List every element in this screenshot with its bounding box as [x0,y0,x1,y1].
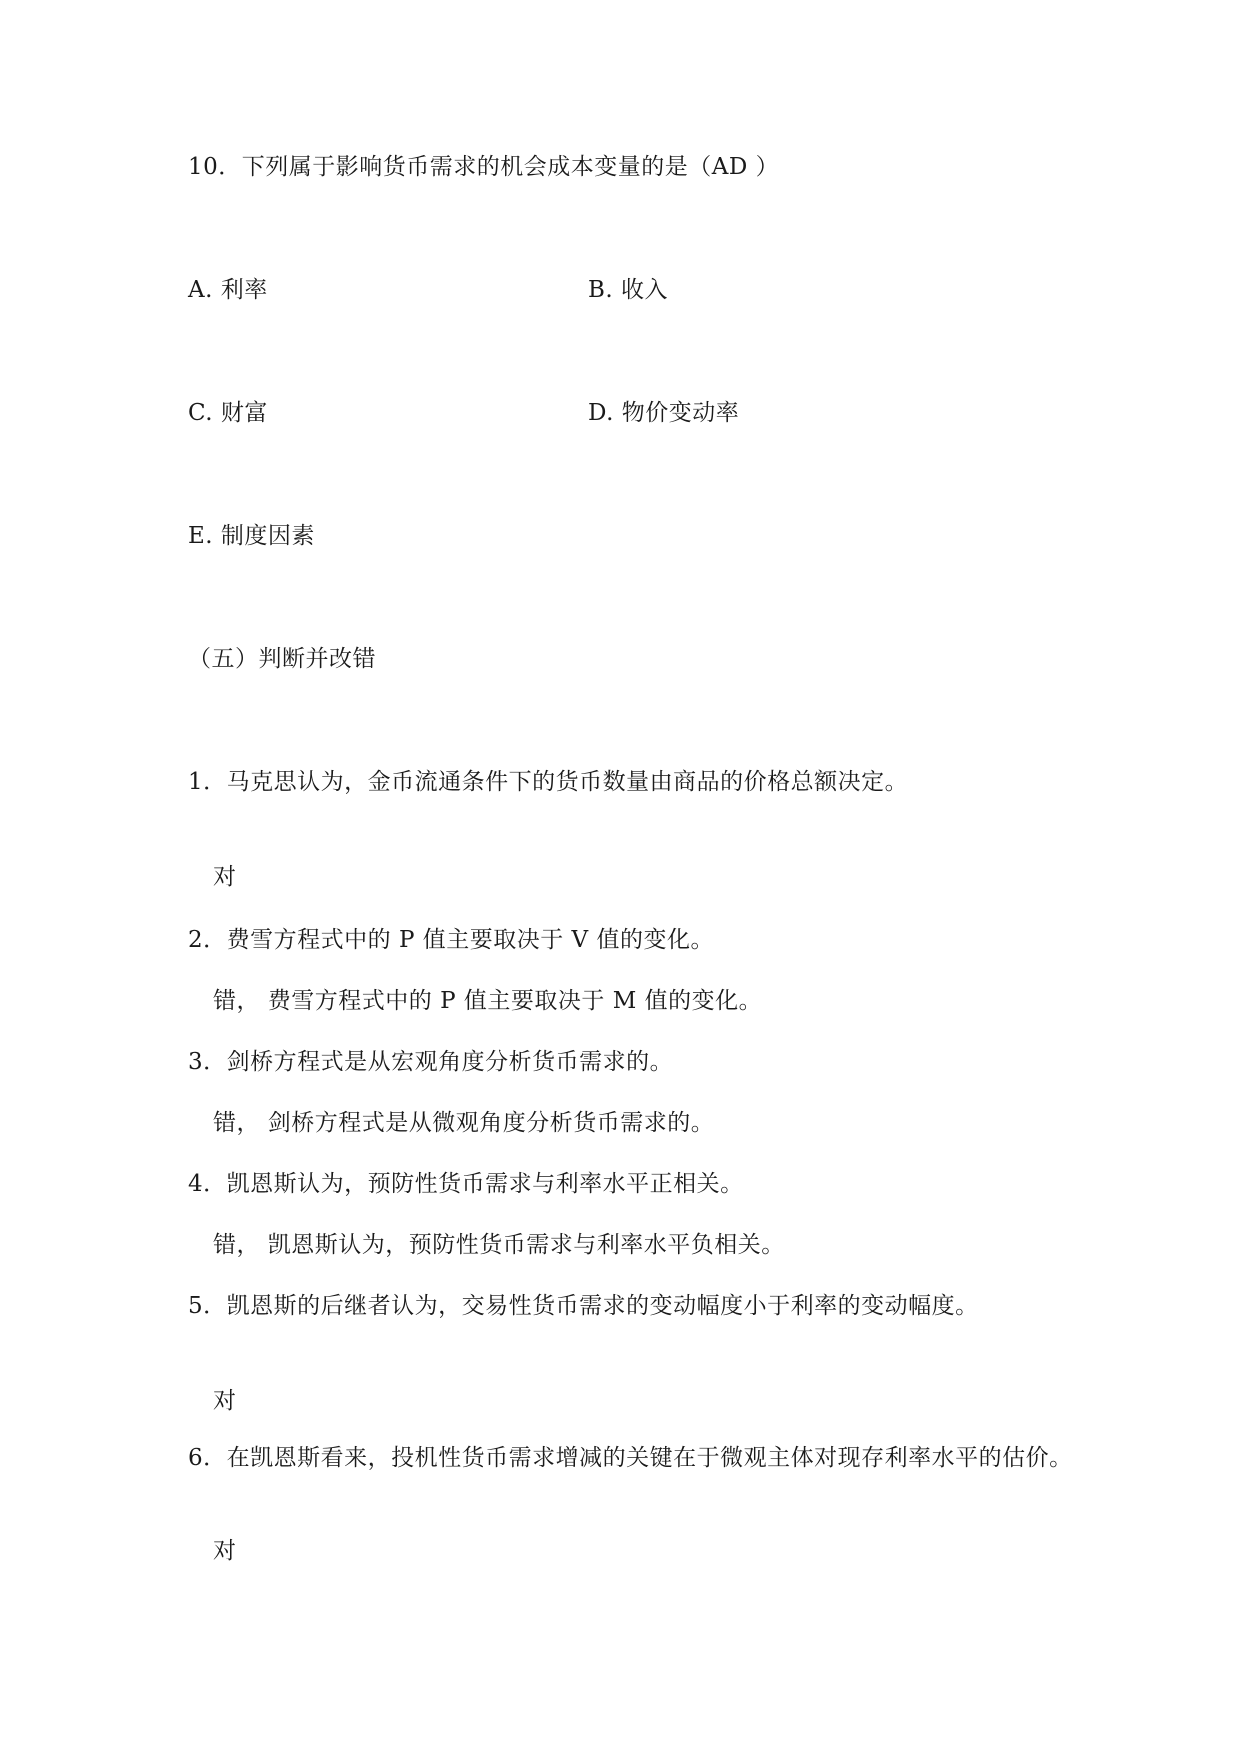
judgment-3-answer: 错， 剑桥方程式是从微观角度分析货币需求的。 [213,1110,715,1136]
option-b: B. 收入 [588,277,669,303]
judgment-5-answer: 对 [213,1388,237,1414]
judgment-6-statement: 6．在凯恩斯看来，投机性货币需求增减的关键在于微观主体对现存利率水平的估价。 [188,1445,1073,1471]
judgment-2-answer: 错， 费雪方程式中的 P 值主要取决于 M 值的变化。 [213,988,763,1014]
judgment-4-answer: 错， 凯恩斯认为，预防性货币需求与利率水平负相关。 [213,1232,785,1258]
option-d: D. 物价变动率 [588,400,740,426]
option-c: C. 财富 [188,400,268,426]
judgment-4-statement: 4．凯恩斯认为，预防性货币需求与利率水平正相关。 [188,1171,744,1197]
judgment-5-statement: 5．凯恩斯的后继者认为，交易性货币需求的变动幅度小于利率的变动幅度。 [188,1293,979,1319]
option-a: A. 利率 [188,277,268,303]
question-10-stem: 10．下列属于影响货币需求的机会成本变量的是（AD ） [188,154,780,180]
judgment-1-statement: 1．马克思认为，金币流通条件下的货币数量由商品的价格总额决定。 [188,769,909,795]
section-heading: （五）判断并改错 [188,646,376,672]
option-e: E. 制度因素 [188,523,315,549]
judgment-3-statement: 3．剑桥方程式是从宏观角度分析货币需求的。 [188,1049,674,1075]
judgment-6-answer: 对 [213,1538,237,1564]
judgment-2-statement: 2．费雪方程式中的 P 值主要取决于 V 值的变化。 [188,927,714,953]
judgment-1-answer: 对 [213,864,237,890]
